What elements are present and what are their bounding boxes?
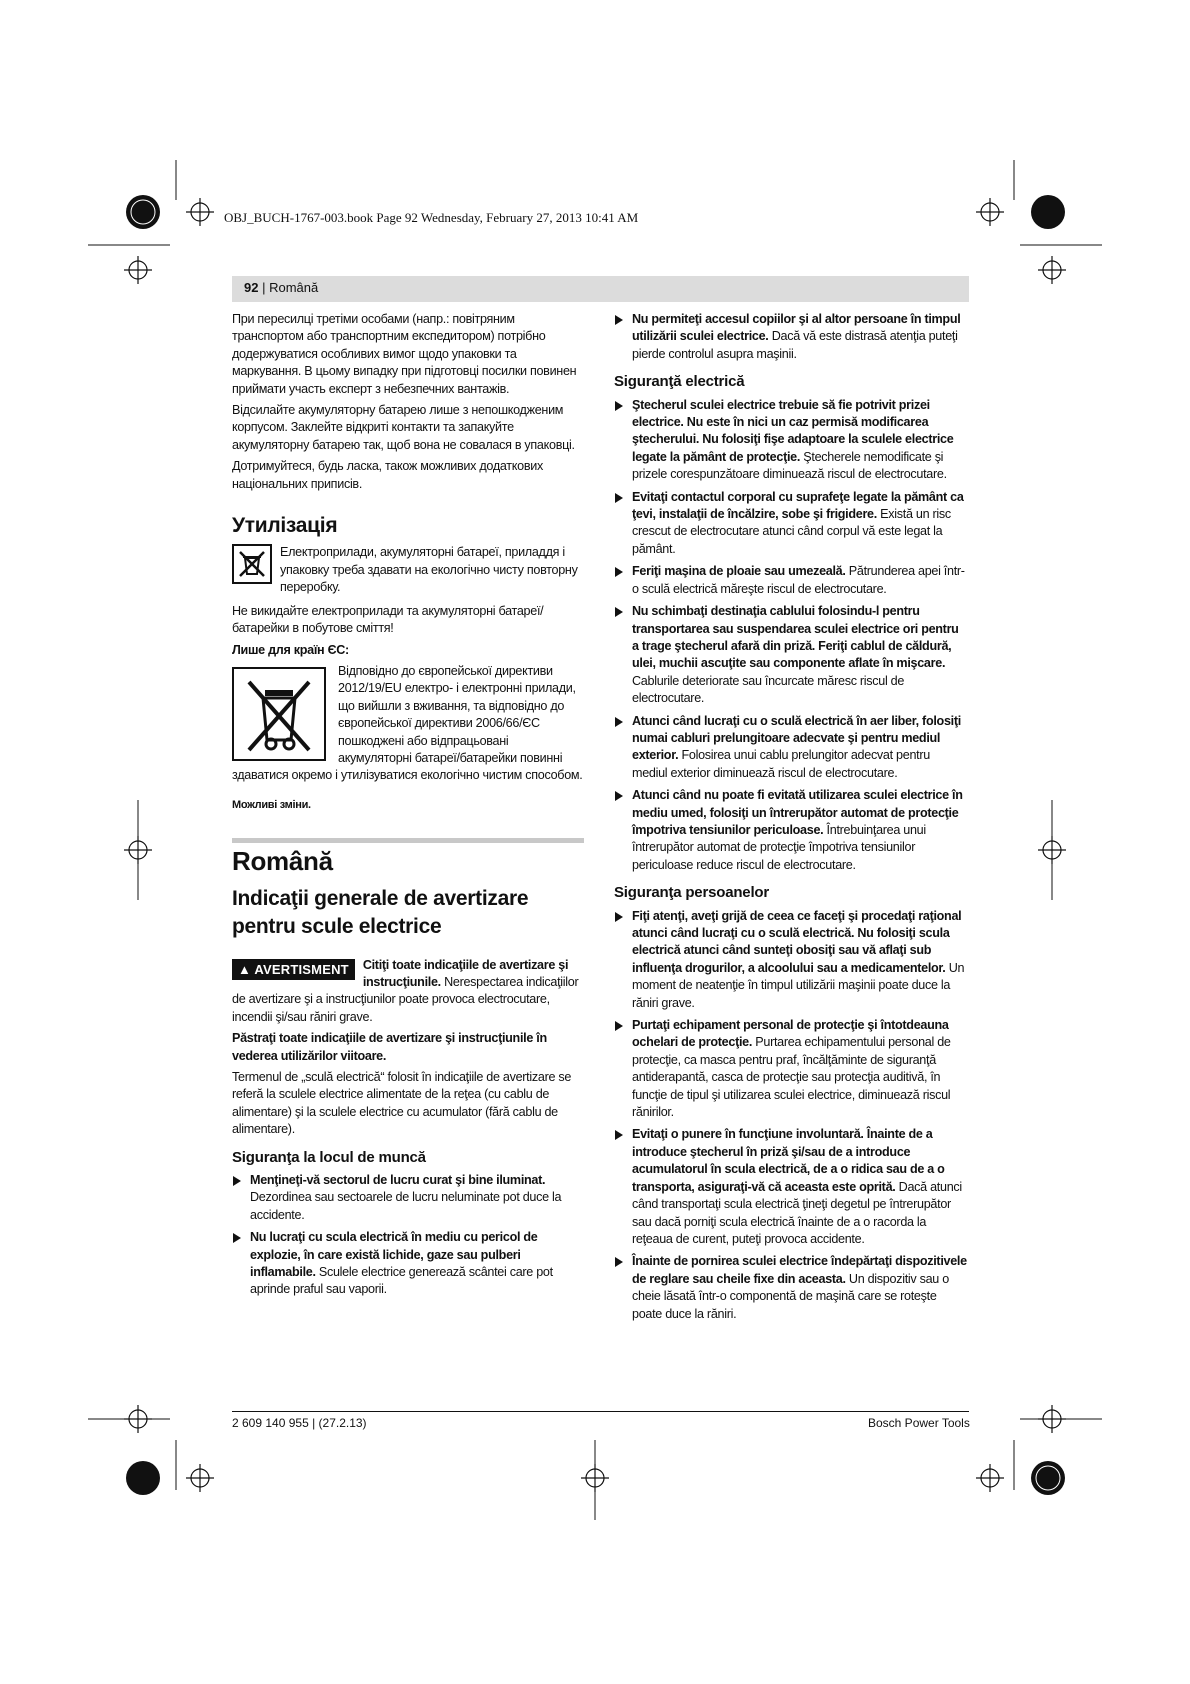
crosshair-icon [124,198,1066,1492]
paragraph: Відповідно до європейської директиви 2012/19/EU електро- і електронні прилади, що вийшли з вживання, та відповідно до європейської директиви 2006/66/ЄС пошкоджені або відпрацьовані акумуляторні батареї/батарейки повинні здаватися окремо і утилізуватися екологічно чистим способом. [232,663,583,783]
personal-safety-title: Siguranţa persoanelor [614,884,770,902]
list-item: Înainte de pornirea sculei electrice îndepărtaţi dispozitivele de reglare sau cheile fixe din aceasta. Un dispozitiv sau o cheie lăsată într-o componentă de maşină care se roteşte poate duce la răniri. [614,1253,968,1323]
work-area-safety-title: Siguranţa la locul de muncă [232,1148,426,1166]
warning-label: AVERTISMENT [254,961,349,977]
list-item: Atunci când lucraţi cu o sculă electrică în aer liber, folosiţi numai cabluri prelungitoare adecvate şi pentru mediul exterior. Folosirea unui cablu prelungitor adecvat pentru mediul exterior diminuează riscul de electrocutare. [614,713,968,783]
electrical-safety-title: Siguranţă electrică [614,373,745,391]
paragraph: Termenul de „sculă electrică“ folosit în indicaţiile de avertizare se referă la sculele electrice alimentate de la reţea (cu cablu de alimentare) şi la sculele electrice cu acumulator (fără cablu de alimentare). [232,1070,572,1137]
warning-text: Nerespectarea indicaţiilor de avertizare şi a instrucţiunilor poate provoca electrocutare, incendii şi/sau răniri grave. [232,974,579,1024]
eu-only-label: Лише для країн ЄС: [232,642,349,657]
footer-doc-number: 2 609 140 955 | (27.2.13) [232,1416,367,1430]
language-title: Română [232,846,333,877]
section-title-disposal: Утилізація [232,514,338,538]
header-language: Română [269,280,319,295]
paragraph: При пересилці третіми особами (напр.: повітряним транспортом або транспортним експедитором) потрібно додержуватися особливих вимог щодо упаковки та маркування. В цьому випадку при підготовці посилки повинен приймати участь експерт з небезпечних вантажів. [232,312,577,396]
list-item: Ştecherul sculei electrice trebuie să fie potrivit prizei electrice. Nu este în nici un caz permisă modificarea ştecherului. Nu folosiţi fişe adaptoare la sculele electrice legate la pământ de protecţie. Ştecherele nemodificate şi prizele corespunzătoare diminuează riscul de electrocutare. [614,397,968,484]
paragraph: Дотримуйтеся, будь ласка, також можливих додаткових національних приписів. [232,459,543,491]
paragraph: Відсилайте акумуляторну батарею лише з непошкодженим корпусом. Заклейте відкриті контакти та запакуйте акумуляторну батарею так, щоб вона не совалася в упаковці. [232,403,575,452]
keep-instructions: Păstraţi toate indicaţiile de avertizare şi instrucţiunile în vederea utilizărilor viitoare. [232,1031,547,1063]
general-warnings-title: Indicaţii generale de avertizare pentru scule electrice [232,886,529,938]
warning-badge: ▲ AVERTISMENT [232,959,355,980]
page-header: 92 | Română [244,280,319,295]
footer-brand: Bosch Power Tools [868,1416,970,1430]
list-item: Atunci când nu poate fi evitată utilizarea sculei electrice în mediu umed, folosiţi un întrerupător automat de protecţie împotriva tensiunilor periculoase. Întrebuinţarea unui întrerupător automat de protecţie împotriva tensiunilor periculoase reduce riscul de electrocutare. [614,787,968,874]
paragraph: Не викидайте електроприлади та акумуляторні батареї/батарейки в побутове сміття! [232,603,544,636]
registration-target-icon [126,195,1065,1495]
list-item: Evitaţi o punere în funcţiune involuntară. Înainte de a introduce ştecherul în priză şi/sau de a introduce acumulatorul în scula electrică, de a o ridica sau de a o transporta, asiguraţi-vă că aceasta este oprită. Dacă atunci când transportaţi scula electrică ţineţi degetul pe întrerupător sau dacă porniţi scula electrică înainte de a o racorda la reţeaua de curent, puteţi provoca accidente. [614,1126,968,1248]
list-item: Fiţi atenţi, aveţi grijă de ceea ce faceţi şi procedaţi raţional atunci când lucraţi cu o sculă electrică. Nu folosiţi scula electrică atunci când sunteţi obosiţi sau vă aflaţi sub influenţa drogurilor, a alcoolului sau a medicamentelor. Un moment de neatenţie în timpul utilizării maşinii poate duce la răniri grave. [614,908,968,1012]
changes-note: Можливі зміни. [232,798,311,811]
paragraph: Електроприлади, акумуляторні батареї, приладдя і упаковку треба здавати на екологічно чисту повторну переробку. [280,545,578,595]
list-item: Feriţi maşina de ploaie sau umezeală. Pătrunderea apei într-o sculă electrică măreşte riscul de electrocutare. [614,563,968,598]
page-number: 92 [244,280,259,295]
list-item: Menţineţi-vă sectorul de lucru curat şi bine iluminat. Dezordinea sau sectoarele de lucru neluminate pot duce la accidente. [232,1172,584,1224]
list-item: Nu lucraţi cu scula electrică în mediu cu pericol de explozie, în care există lichide, gaze sau pulberi inflamabile. Sculele electrice generează scântei care pot aprinde praful sau vaporii. [232,1229,584,1299]
list-item: Nu permiteţi accesul copiilor şi al altor persoane în timpul utilizării sculei electrice. Dacă vă este distrasă atenţia puteţi pierde controlul asupra maşinii. [614,311,968,363]
list-item: Evitaţi contactul corporal cu suprafeţe legate la pământ ca ţevi, instalaţii de încălzire, sobe şi frigidere. Există un risc crescut de electrocutare atunci când corpul vă este legat la pământ. [614,489,968,559]
warning-bold: Citiţi toate indicaţiile de avertizare şi instrucţiunile. [362,957,569,989]
list-item: Purtaţi echipament personal de protecţie şi întotdeauna ochelari de protecţie. Purtarea echipamentului personal de protecţie, ca masca pentru praf, încălţăminte de siguranţă antiderapantă, casca de protecţie sau protecţia auditivă, în funcţie de tipul şi utilizarea sculei electrice, diminuează riscul rănirilor. [614,1017,968,1121]
list-item: Nu schimbaţi destinaţia cablului folosindu-l pentru transportarea sau suspendarea sculei electrice ori pentru a trage ştecherul afară din priză. Feriţi cablul de căldură, ulei, muchii ascuţite sau componente aflate în mişcare. Cablurile deteriorate sau încurcate măresc riscul de electrocutare. [614,603,968,707]
print-slug: OBJ_BUCH-1767-003.book Page 92 Wednesday, February 27, 2013 10:41 AM [224,210,639,225]
